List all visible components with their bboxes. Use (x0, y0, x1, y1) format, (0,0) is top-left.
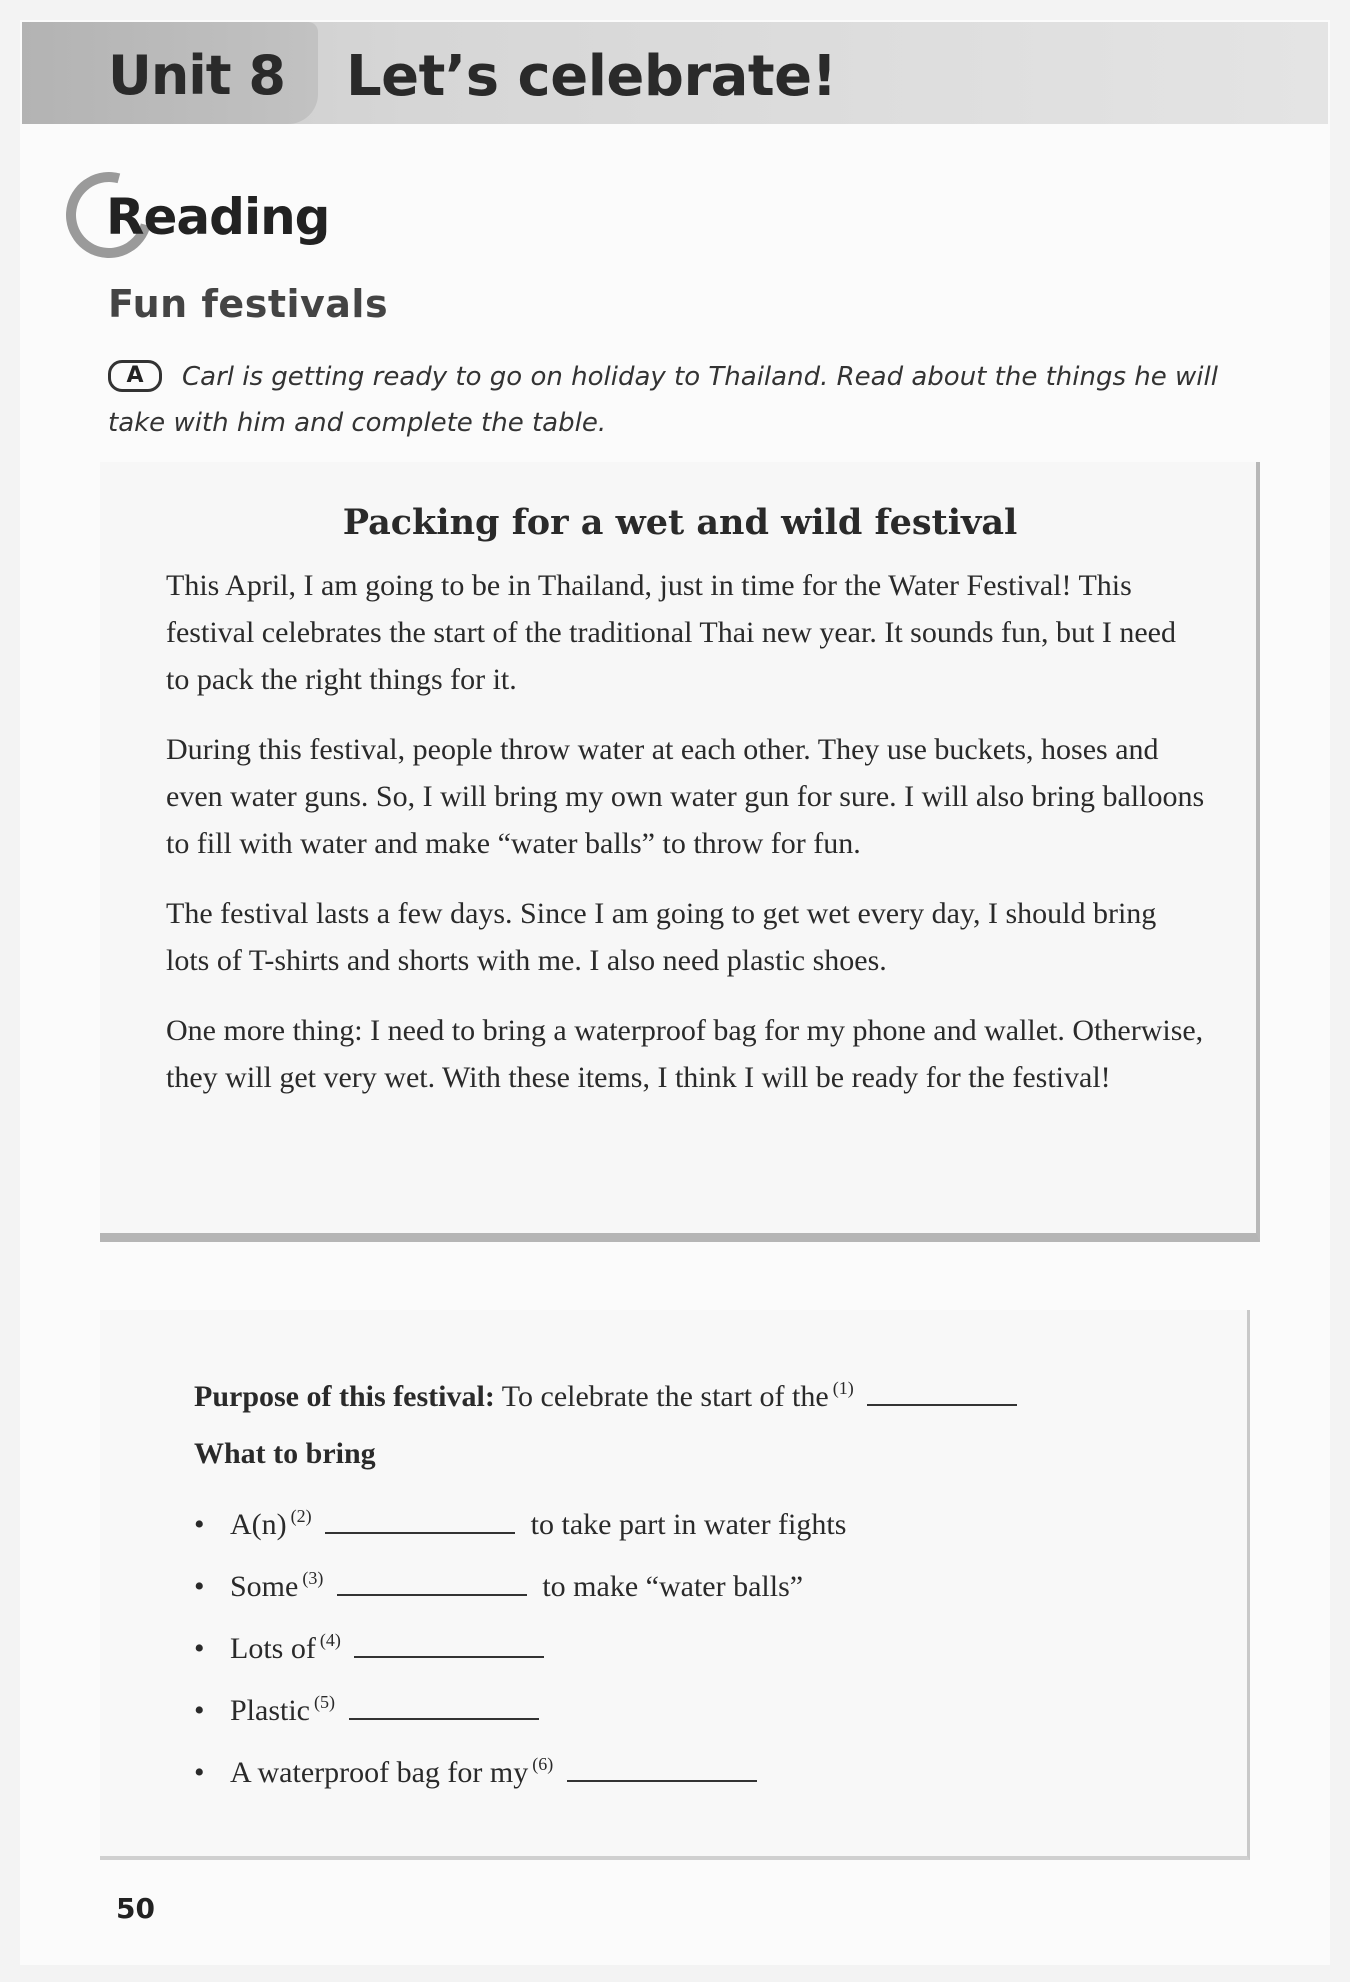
answer-blank-3[interactable] (337, 1566, 527, 1596)
article-paragraph: This April, I am going to be in Thailand, just in time for the Water Festival! This festival celebrates the start of the traditional Thai new year. It sounds fun, but I need to pack the right things for it. (166, 569, 1176, 696)
unit-title: Let’s celebrate! (346, 44, 837, 109)
blank-number: (2) (290, 1506, 312, 1526)
answer-blank-5[interactable] (349, 1690, 539, 1720)
item-text: Lots of (230, 1632, 316, 1665)
article-paragraph: One more thing: I need to bring a waterproof bag for my phone and wallet. Otherwise, they will get very wet. With these items, I think I will be ready for the festival! (166, 1014, 1204, 1094)
list-item (194, 1558, 846, 1620)
item-text: Plastic (230, 1694, 310, 1727)
article-body (166, 562, 1206, 1124)
item-suffix: to make “water balls” (542, 1570, 804, 1603)
section-title: Reading (106, 188, 330, 246)
bring-title: What to bring (194, 1437, 376, 1470)
article-paragraph: The festival lasts a few days. Since I am going to get wet every day, I should bring lots of T-shirts and shorts with me. I also need plastic shoes. (166, 897, 1157, 977)
bullet-icon: • (194, 1694, 205, 1727)
bullet-icon: • (194, 1508, 205, 1541)
unit-label-tab (22, 22, 318, 124)
article-box (100, 462, 1260, 1242)
unit-label: Unit 8 (108, 44, 285, 107)
list-item (194, 1496, 846, 1558)
purpose-label: Purpose of this festival: (194, 1380, 495, 1413)
purpose-text: To celebrate the start of the (501, 1380, 829, 1413)
task-badge: A (108, 360, 162, 392)
answer-blank-2[interactable] (325, 1504, 515, 1534)
blank-number: (3) (302, 1568, 324, 1588)
answer-blank-6[interactable] (567, 1752, 757, 1782)
list-item (194, 1744, 846, 1806)
task-instruction: Carl is getting ready to go on holiday to Thailand. Read about the things he will take with him and complete the table. (108, 362, 1218, 438)
item-text: Some (230, 1570, 299, 1603)
item-suffix: to take part in water fights (530, 1508, 847, 1541)
completion-table (100, 1310, 1250, 1860)
blank-number: (4) (319, 1630, 341, 1650)
blank-number: (5) (314, 1692, 335, 1712)
bullet-icon: • (194, 1632, 205, 1665)
blank-number: (1) (832, 1378, 854, 1398)
item-text: A(n) (230, 1508, 287, 1541)
bullet-icon: • (194, 1570, 205, 1603)
bullet-icon: • (194, 1756, 205, 1789)
answer-blank-4[interactable] (354, 1628, 544, 1658)
blank-number: (6) (532, 1754, 554, 1774)
purpose-row (194, 1376, 1025, 1414)
section-subtitle: Fun festivals (108, 282, 389, 326)
list-item (194, 1620, 846, 1682)
list-item (194, 1682, 846, 1744)
article-paragraph: During this festival, people throw water at each other. They use buckets, hoses and even water guns. So, I will bring my own water gun for sure. I will also bring balloons to fill with water and make “water balls” to throw for fun. (166, 733, 1205, 860)
item-text: A waterproof bag for my (230, 1756, 529, 1789)
article-title: Packing for a wet and wild festival (342, 502, 1018, 543)
page-number: 50 (116, 1892, 155, 1925)
bring-list (194, 1496, 846, 1806)
answer-blank-1[interactable] (867, 1376, 1017, 1406)
